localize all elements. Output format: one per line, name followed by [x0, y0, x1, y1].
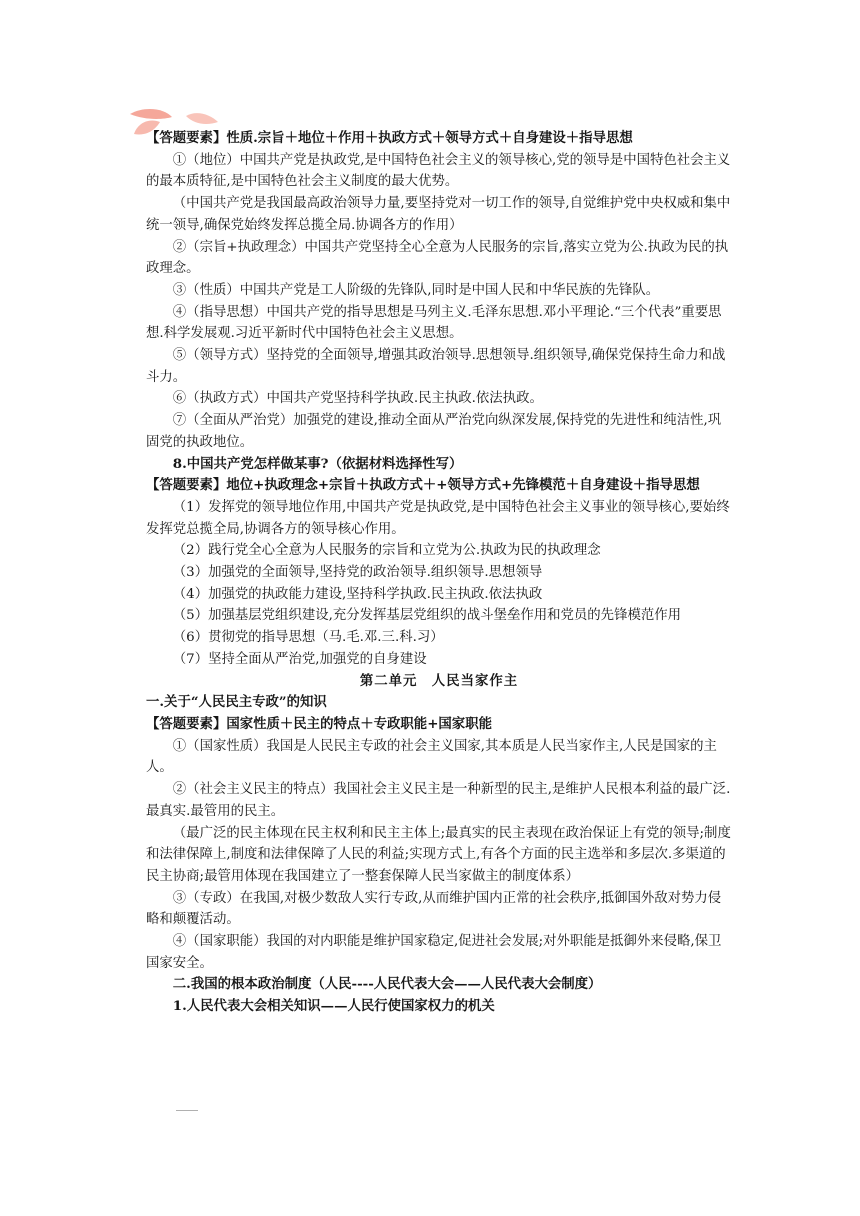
section-heading-8: 8.中国共产党怎样做某事?（依据材料选择性写）: [172, 455, 463, 472]
answer-elements-heading-1: 【答题要素】性质.宗旨＋地位＋作用＋执政方式＋领导方式＋自身建设＋指导思想: [146, 130, 633, 146]
answer-elements-heading-3: 【答题要素】国家性质＋民主的特点＋专政职能+国家职能: [146, 715, 492, 732]
list-item-6: （6）贯彻党的指导思想（马.毛.邓.三.科.习）: [172, 630, 444, 646]
unit-title: 第二单元 人民当家作主: [359, 672, 519, 689]
answer-elements-heading-2: 【答题要素】地位+执政理念+宗旨＋执政方式＋+领导方式+先锋模范＋自身建设＋指导思想: [146, 477, 700, 494]
list-item-1: （1）发挥党的领导地位作用,中国共产党是执政党,是中国特色社会主义事业的领导核心,要始终发挥党总揽全局,协调各方的领导核心作用。: [146, 499, 730, 537]
list-item-5: （5）加强基层党组织建设,充分发挥基层党组织的战斗堡垒作用和党员的先锋模范作用: [172, 608, 682, 624]
list-item-3: （3）加强党的全面领导,坚持党的政治领导.组织领导.思想领导: [172, 565, 543, 581]
point-state-nature: ①（国家性质）我国是人民民主专政的社会主义国家,其本质是人民当家作主,人民是国家的主人。: [146, 738, 717, 776]
point-guiding-thought: ④（指导思想）中国共产党的指导思想是马列主义.毛泽东思想.邓小平理论.“三个代表”重要思想.科学发展观.习近平新时代中国特色社会主义思想。: [146, 304, 722, 342]
point-strict-governance: ⑦（全面从严治党）加强党的建设,推动全面从严治党向纵深发展,保持党的先进性和纯洁性,巩固党的执政地位。: [146, 413, 722, 450]
point-position-note: （中国共产党是我国最高政治领导力量,要坚持党对一切工作的领导,自觉维护党中央权威和集中统一领导,确保党始终发挥总揽全局.协调各方的作用）: [146, 196, 731, 233]
subsection-heading-1: 1.人民代表大会相关知识——人民行使国家权力的机关: [172, 998, 495, 1015]
page-scan-mark: [176, 1110, 198, 1114]
point-leadership-mode: ⑤（领导方式）坚持党的全面领导,增强其政治领导.思想领导.组织领导,确保党保持生命力和战斗力。: [146, 348, 726, 385]
document-body: [146, 128, 732, 1018]
point-governing-mode: ⑥（执政方式）中国共产党坚持科学执政.民主执政.依法执政。: [172, 391, 543, 407]
point-dictatorship: ③（专政）在我国,对极少数敌人实行专政,从而维护国内正常的社会秩序,抵御国外敌对势力侵略和颠覆活动。: [146, 890, 722, 928]
point-democracy-features: ②（社会主义民主的特点）我国社会主义民主是一种新型的民主,是维护人民根本利益的最广泛.最真实.最管用的民主。: [146, 782, 731, 819]
point-democracy-note: （最广泛的民主体现在民主权利和民主主体上;最真实的民主表现在政治保证上有党的领导;制度和法律保障上,制度和法律保障了人民的利益;实现方式上,有各个方面的民主选举和多层次.多渠道的民主协商;最管用体现在我国建立了一整套保障人民当家做主的制度体系）: [146, 825, 731, 884]
list-item-7: （7）坚持全面从严治党,加强党的自身建设: [172, 651, 427, 667]
list-item-2: （2）践行党全心全意为人民服务的宗旨和立党为公.执政为民的执政理念: [172, 543, 601, 559]
point-purpose: ②（宗旨+执政理念）中国共产党坚持全心全意为人民服务的宗旨,落实立党为公.执政为民的执政理念。: [146, 239, 729, 277]
section-heading-2: 二.我国的根本政治制度（人民----人民代表大会——人民代表大会制度）: [172, 976, 602, 993]
point-position: ①（地位）中国共产党是执政党,是中国特色社会主义的领导核心,党的领导是中国特色社会主义的最本质特征,是中国特色社会主义制度的最大优势。: [146, 152, 731, 190]
section-heading-1: 一.关于“人民民主专政”的知识: [146, 694, 327, 711]
point-nature: ③（性质）中国共产党是工人阶级的先锋队,同时是中国人民和中华民族的先锋队。: [172, 282, 660, 298]
point-state-functions: ④（国家职能）我国的对内职能是维护国家稳定,促进社会发展;对外职能是抵御外来侵略,保卫国家安全。: [146, 934, 722, 971]
list-item-4: （4）加强党的执政能力建设,坚持科学执政.民主执政.依法执政: [172, 586, 543, 602]
